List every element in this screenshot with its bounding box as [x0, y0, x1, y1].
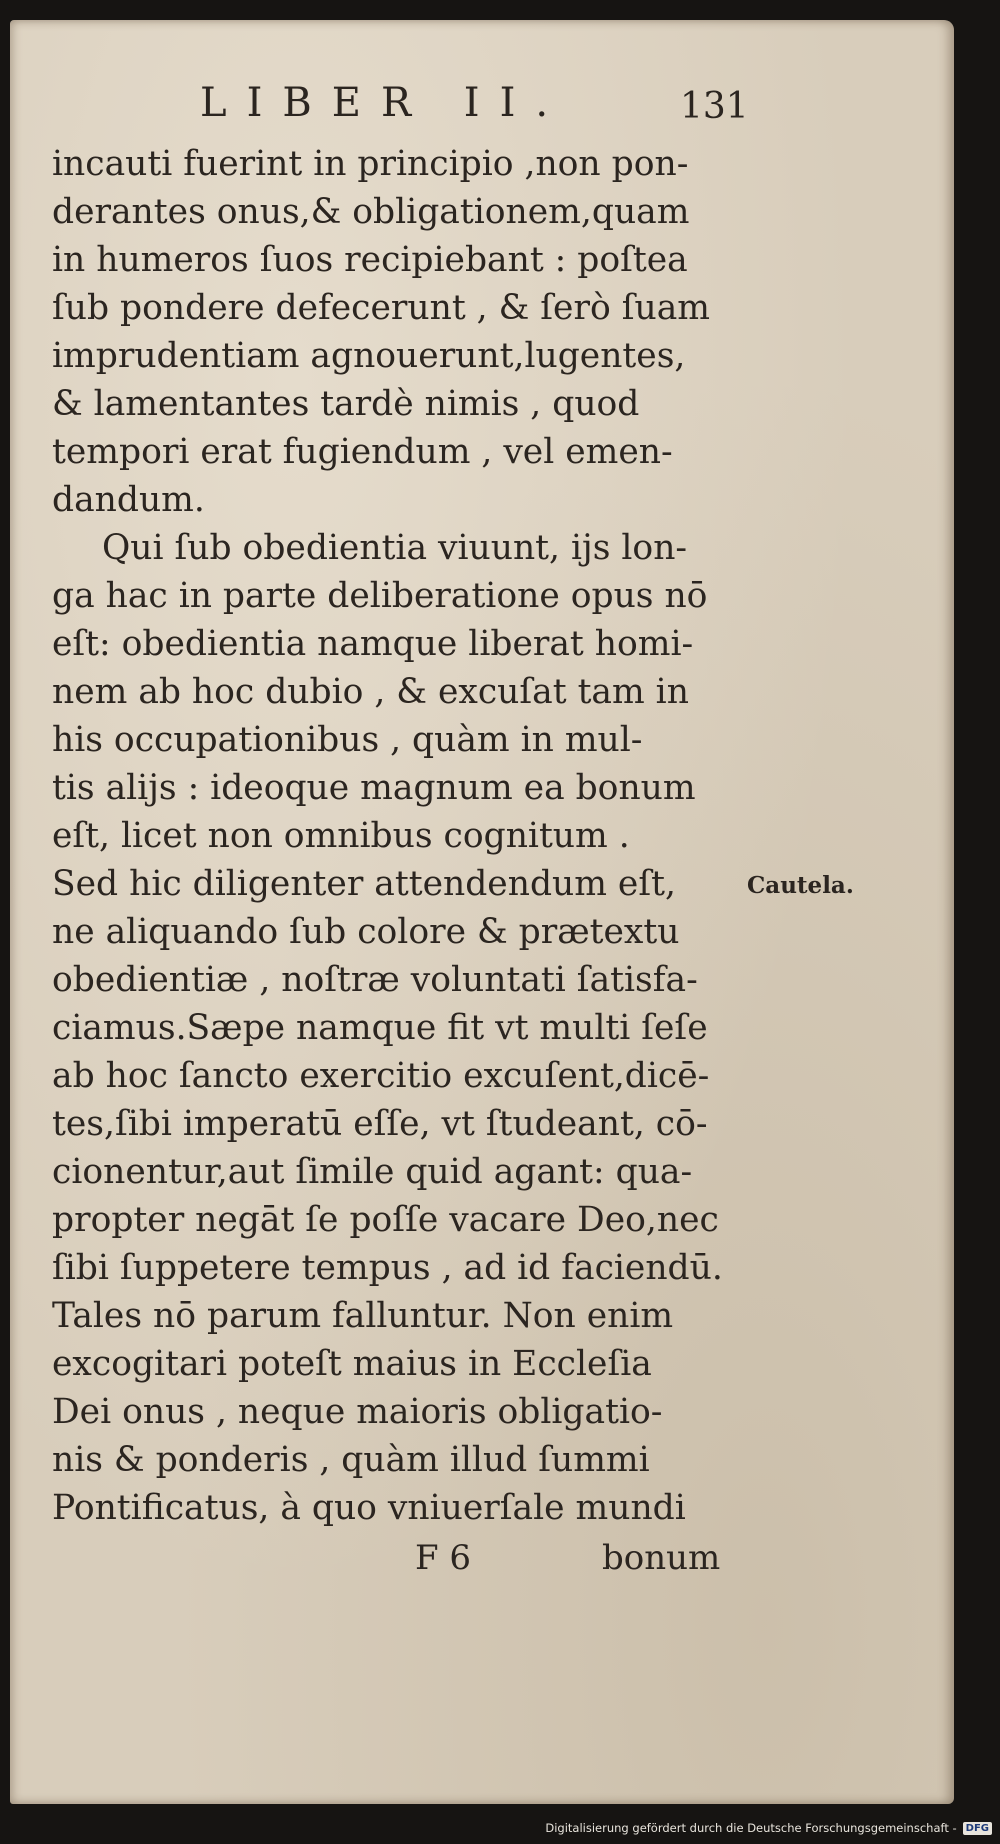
text-line: in humeros ſuos recipiebant : poſtea [52, 240, 688, 280]
text-line: imprudentiam agnouerunt,lugentes, [52, 336, 686, 376]
text-line: ſub pondere defecerunt , & ſerò ſuam [52, 288, 710, 328]
dfg-logo-icon: DFG [963, 1822, 992, 1835]
digitization-credit [545, 1816, 992, 1840]
book-page [10, 20, 954, 1804]
text-line: dandum. [52, 480, 205, 520]
text-line: eſt: obedientia namque liberat homi- [52, 624, 694, 664]
text-line: ciamus.Sæpe namque fit vt multi ſeſe [52, 1008, 708, 1048]
text-line: ſibi ſuppetere tempus , ad id faciendū. [52, 1248, 723, 1288]
text-line: his occupationibus , quàm in mul- [52, 720, 643, 760]
text-line: Sed hic diligenter attendendum eſt, [52, 864, 676, 904]
margin-note: Cautela. [747, 872, 854, 899]
text-line: tempori erat fugiendum , vel emen- [52, 432, 673, 472]
body-text [52, 140, 742, 1532]
text-line: Dei onus , neque maioris obligatio- [52, 1392, 663, 1432]
text-line: ga hac in parte deliberatione opus nō [52, 576, 708, 616]
paragraph-start-line: Qui ſub obedientia viuunt, ijs lon- [102, 528, 688, 568]
text-line: ne aliquando ſub colore & prætextu [52, 912, 680, 952]
text-line: eſt, licet non omnibus cognitum . [52, 816, 630, 856]
text-line: cionentur,aut ſimile quid agant: qua- [52, 1152, 693, 1192]
running-title: LIBER II. [200, 80, 569, 126]
page-number: 131 [680, 86, 749, 127]
text-line: tes,ſibi imperatū eſſe, vt ſtudeant, cō- [52, 1104, 708, 1144]
text-line: obedientiæ , noſtræ voluntati ſatisfa- [52, 960, 698, 1000]
catchword: bonum [602, 1538, 721, 1578]
signature-mark: F 6 [415, 1538, 472, 1578]
credit-text: Digitalisierung gefördert durch die Deutsche Forschungsgemeinschaft - [545, 1821, 957, 1835]
text-line: excogitari poteſt maius in Eccleſia [52, 1344, 652, 1384]
text-line: nem ab hoc dubio , & excuſat tam in [52, 672, 689, 712]
text-line: ab hoc ſancto exercitio excuſent,dicē- [52, 1056, 710, 1096]
text-line: & lamentantes tardè nimis , quod [52, 384, 640, 424]
text-line: nis & ponderis , quàm illud ſummi [52, 1440, 650, 1480]
running-head [10, 80, 954, 140]
text-line: derantes onus,& obligationem,quam [52, 192, 690, 232]
text-line: incauti fuerint in principio ,non pon- [52, 144, 689, 184]
text-line: Tales nō parum falluntur. Non enim [52, 1296, 674, 1336]
text-line: propter negāt ſe poſſe vacare Deo,nec [52, 1200, 719, 1240]
text-line: Pontificatus, à quo vniuerſale mundi [52, 1488, 686, 1528]
text-line: tis alijs : ideoque magnum ea bonum [52, 768, 696, 808]
